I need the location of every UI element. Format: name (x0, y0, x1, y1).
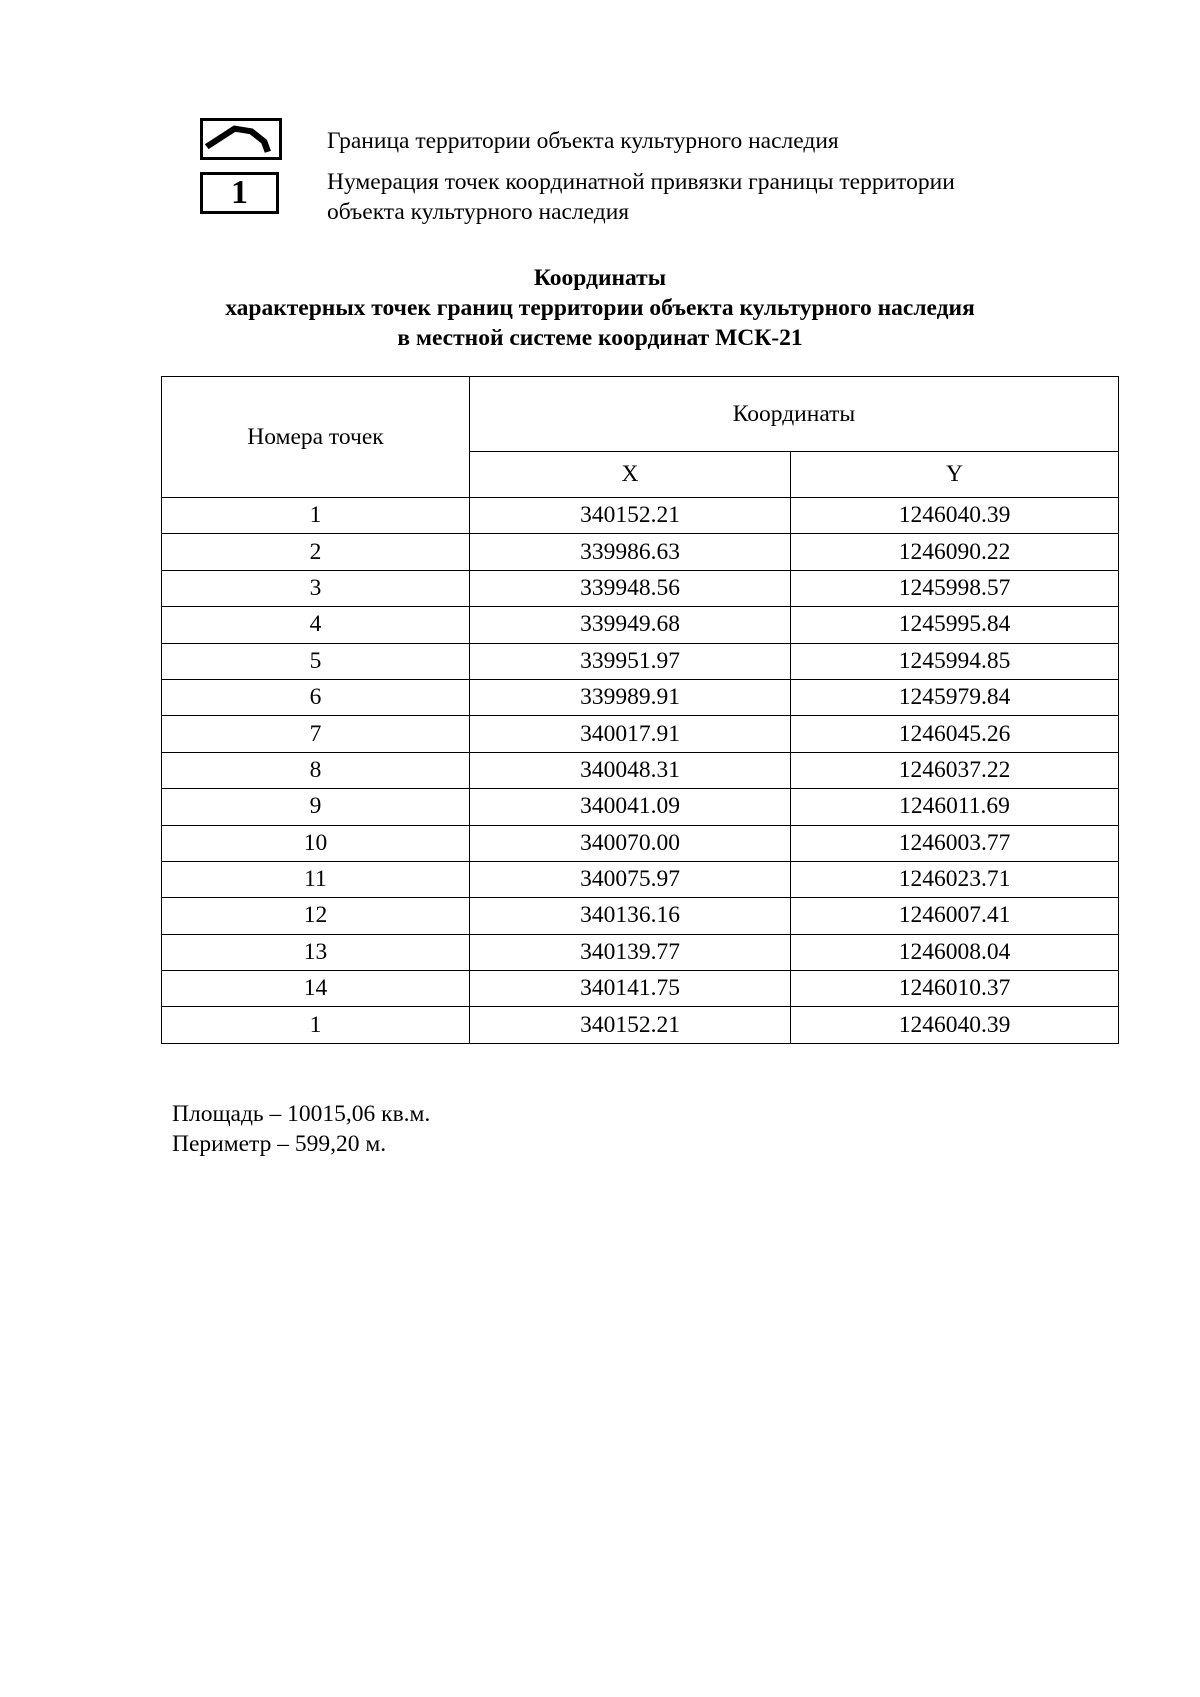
boundary-line-icon (200, 118, 282, 160)
point-number-cell: 1 (162, 498, 470, 534)
y-coordinate-cell: 1246037.22 (791, 752, 1119, 788)
y-coordinate-cell: 1246040.39 (791, 1007, 1119, 1043)
area-text: Площадь – 10015,06 кв.м. (172, 1101, 431, 1127)
point-number-symbol: 1 (200, 172, 279, 214)
table-row (162, 716, 1119, 752)
table-row (162, 752, 1119, 788)
header-y: Y (791, 452, 1119, 498)
summary (172, 1099, 430, 1159)
header-coordinates: Координаты (470, 377, 1119, 452)
point-number-cell: 8 (162, 752, 470, 788)
table-row (162, 789, 1119, 825)
table-row (162, 1007, 1119, 1043)
x-coordinate-cell: 339951.97 (470, 643, 791, 679)
y-coordinate-cell: 1246040.39 (791, 498, 1119, 534)
point-number-cell: 12 (162, 898, 470, 934)
table-row (162, 898, 1119, 934)
x-coordinate-cell: 340152.21 (470, 1007, 791, 1043)
point-number-cell: 2 (162, 534, 470, 570)
x-coordinate-cell: 340048.31 (470, 752, 791, 788)
x-coordinate-cell: 340152.21 (470, 498, 791, 534)
y-coordinate-cell: 1245998.57 (791, 570, 1119, 606)
x-coordinate-cell: 339948.56 (470, 570, 791, 606)
header-x: X (470, 452, 791, 498)
coordinates-table (161, 376, 1119, 1044)
legend-boundary (200, 118, 282, 160)
y-coordinate-cell: 1245994.85 (791, 643, 1119, 679)
table-body (162, 498, 1119, 1044)
x-coordinate-cell: 340141.75 (470, 971, 791, 1007)
point-number-cell: 9 (162, 789, 470, 825)
point-number-cell: 1 (162, 1007, 470, 1043)
table-row (162, 607, 1119, 643)
table-row (162, 498, 1119, 534)
y-coordinate-cell: 1245995.84 (791, 607, 1119, 643)
x-coordinate-cell: 340017.91 (470, 716, 791, 752)
page-title (0, 263, 1200, 353)
legend-numbering-text (327, 167, 1087, 227)
table-row (162, 861, 1119, 897)
legend-boundary-text: Граница территории объекта культурного наследия (327, 128, 839, 154)
y-coordinate-cell: 1246011.69 (791, 789, 1119, 825)
legend-numbering-text-line2: объекта культурного наследия (327, 199, 630, 225)
x-coordinate-cell: 340139.77 (470, 934, 791, 970)
point-number-cell: 6 (162, 679, 470, 715)
y-coordinate-cell: 1245979.84 (791, 679, 1119, 715)
table-row (162, 971, 1119, 1007)
y-coordinate-cell: 1246090.22 (791, 534, 1119, 570)
table-row (162, 825, 1119, 861)
point-number-cell: 10 (162, 825, 470, 861)
table-row (162, 679, 1119, 715)
y-coordinate-cell: 1246008.04 (791, 934, 1119, 970)
point-number-cell: 3 (162, 570, 470, 606)
point-number-cell: 7 (162, 716, 470, 752)
legend-numbering (200, 172, 279, 214)
x-coordinate-cell: 339949.68 (470, 607, 791, 643)
legend-numbering-text-line1: Нумерация точек координатной привязки границы территории (327, 169, 955, 195)
table-row (162, 534, 1119, 570)
title-line2: характерных точек границ территории объекта культурного наследия (225, 295, 975, 321)
point-number-cell: 11 (162, 861, 470, 897)
x-coordinate-cell: 340136.16 (470, 898, 791, 934)
header-points: Номера точек (162, 377, 470, 498)
x-coordinate-cell: 340075.97 (470, 861, 791, 897)
table-row (162, 643, 1119, 679)
y-coordinate-cell: 1246010.37 (791, 971, 1119, 1007)
x-coordinate-cell: 339989.91 (470, 679, 791, 715)
point-number-cell: 13 (162, 934, 470, 970)
point-number-cell: 4 (162, 607, 470, 643)
perimeter-text: Периметр – 599,20 м. (172, 1131, 387, 1157)
x-coordinate-cell: 339986.63 (470, 534, 791, 570)
title-line1: Координаты (533, 265, 667, 291)
y-coordinate-cell: 1246007.41 (791, 898, 1119, 934)
x-coordinate-cell: 340070.00 (470, 825, 791, 861)
title-line3: в местной системе координат МСК-21 (397, 325, 803, 351)
x-coordinate-cell: 340041.09 (470, 789, 791, 825)
point-number-cell: 14 (162, 971, 470, 1007)
table-row (162, 570, 1119, 606)
point-number-cell: 5 (162, 643, 470, 679)
y-coordinate-cell: 1246045.26 (791, 716, 1119, 752)
y-coordinate-cell: 1246003.77 (791, 825, 1119, 861)
table-row (162, 934, 1119, 970)
y-coordinate-cell: 1246023.71 (791, 861, 1119, 897)
